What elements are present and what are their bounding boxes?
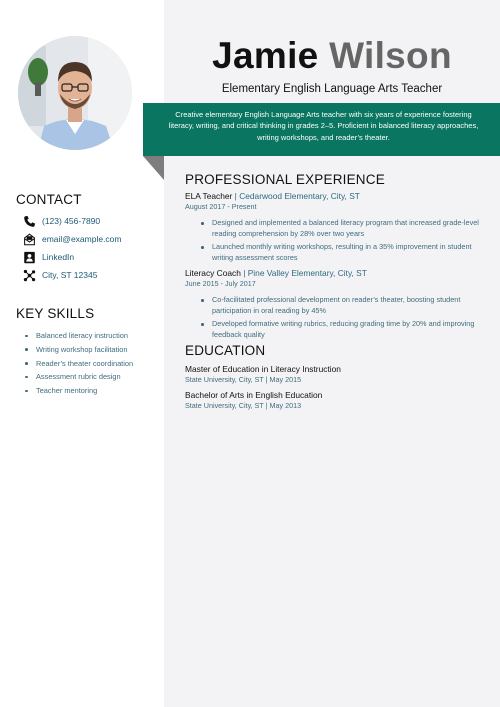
skill-item: Balanced literacy instruction (24, 329, 162, 343)
degree-title: Master of Education in Literacy Instruction (185, 364, 341, 374)
email-icon (22, 232, 36, 246)
profile-photo (18, 36, 132, 150)
summary-text: Creative elementary English Language Arts teacher with six years of experience fostering literacy, writing, and critical thinking in grades 2–5. Proficient in balanced literacy approaches, writing workshops, and reader’s theater. (168, 110, 479, 142)
job-title-line (185, 268, 485, 278)
job-organization: Cedarwood Elementary, City, ST (239, 191, 360, 201)
contact-linkedin[interactable] (22, 248, 162, 266)
location-text: City, ST 12345 (42, 270, 98, 280)
linkedin-link: LinkedIn (42, 252, 75, 262)
experience-section (185, 172, 485, 340)
job-bullet: Launched monthly writing workshops, resulting in a 35% improvement in student writing assessment scores (212, 242, 480, 263)
job-title-line (185, 191, 485, 201)
degree-title: Bachelor of Arts in English Education (185, 390, 323, 400)
linkedin-icon (22, 250, 36, 264)
contact-phone[interactable] (22, 212, 162, 230)
phone-number: (123) 456-7890 (42, 216, 101, 226)
degree-meta: State University, City, ST | May 2013 (185, 401, 302, 410)
last-name: Wilson (329, 35, 452, 76)
job-entry (185, 268, 485, 340)
key-skills-list (24, 329, 162, 398)
job-dates: June 2015 - July 2017 (185, 279, 256, 288)
job-separator: | (232, 191, 240, 201)
job-bullets (212, 218, 480, 263)
profile-photo-illustration (18, 36, 132, 150)
education-heading: EDUCATION (185, 343, 266, 358)
job-bullet: Designed and implemented a balanced literacy program that increased grade-level reading comprehension by 28% over two years (212, 218, 479, 238)
degree-meta: State University, City, ST | May 2015 (185, 375, 302, 384)
job-entry (185, 191, 485, 263)
skill-item: Writing workshop facilitation (24, 343, 162, 357)
key-skills-heading: KEY SKILLS (16, 306, 95, 321)
education-entry (185, 364, 485, 384)
banner-fold (143, 156, 164, 180)
skill-item: Reader’s theater coordination (24, 357, 162, 371)
contact-heading: CONTACT (16, 192, 82, 207)
education-section (185, 343, 485, 410)
contact-email[interactable] (22, 230, 162, 248)
first-name: Jamie (212, 35, 319, 76)
education-entry (185, 390, 485, 410)
job-bullets (212, 295, 480, 340)
job-organization: Pine Valley Elementary, City, ST (247, 268, 367, 278)
phone-icon (22, 214, 36, 228)
job-subtitle: Elementary English Language Arts Teacher (221, 83, 443, 95)
job-dates: August 2017 - Present (185, 202, 257, 211)
job-role: Literacy Coach (185, 268, 241, 278)
skill-item: Teacher mentoring (24, 384, 162, 398)
skill-item: Assessment rubric design (24, 370, 162, 384)
candidate-name (164, 34, 500, 78)
email-address: email@example.com (42, 234, 122, 244)
job-bullet: Co-facilitated professional development on reader’s theater, boosting student participation in oral reading by 45% (212, 295, 480, 316)
job-separator: | (240, 268, 248, 278)
summary-banner (143, 103, 500, 156)
job-role: ELA Teacher (185, 191, 233, 201)
experience-heading: PROFESSIONAL EXPERIENCE (185, 172, 385, 187)
contact-location (22, 266, 162, 284)
contact-list (22, 212, 162, 284)
job-bullet: Developed formative writing rubrics, reducing grading time by 20% and improving feedback quality (212, 319, 480, 340)
location-icon (22, 268, 36, 282)
